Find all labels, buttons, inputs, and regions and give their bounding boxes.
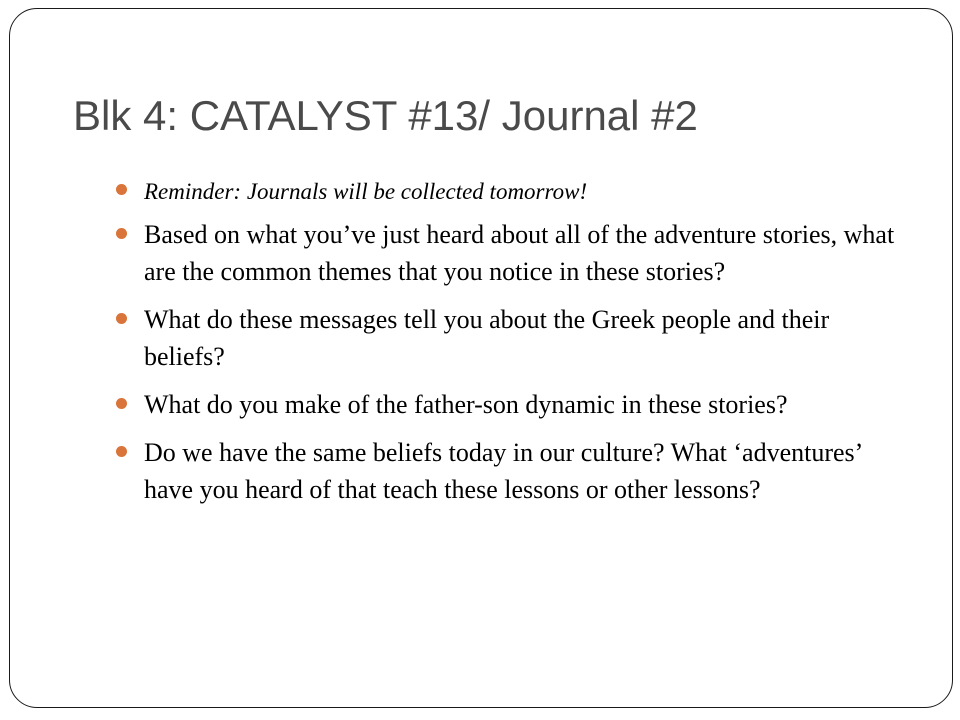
bullet-father-son [116, 386, 916, 423]
slide-title: Blk 4: CATALYST #13/ Journal #2 [73, 92, 698, 139]
bullet-text: What do you make of the father-son dynamic in these stories? [144, 390, 788, 419]
bullet-dot-icon [116, 446, 127, 457]
bullet-text: What do these messages tell you about the Greek people and their beliefs? [144, 305, 830, 371]
bullet-text: Do we have the same beliefs today in our culture? What ‘adventures’ have you heard of that teach these lessons or other lessons? [144, 438, 862, 504]
bullet-same-beliefs [116, 434, 916, 508]
bullet-reminder [116, 172, 916, 210]
bullet-list [116, 172, 916, 519]
bullet-dot-icon [116, 228, 127, 239]
bullet-text: Reminder: Journals will be collected tomorrow! [144, 179, 588, 204]
bullet-common-themes [116, 216, 916, 290]
bullet-greek-beliefs [116, 301, 916, 375]
bullet-dot-icon [116, 398, 127, 409]
bullet-text: Based on what you’ve just heard about all of the adventure stories, what are the common themes that you notice in these stories? [144, 220, 895, 286]
slide-frame [9, 8, 953, 708]
bullet-dot-icon [116, 184, 127, 195]
bullet-dot-icon [116, 313, 127, 324]
